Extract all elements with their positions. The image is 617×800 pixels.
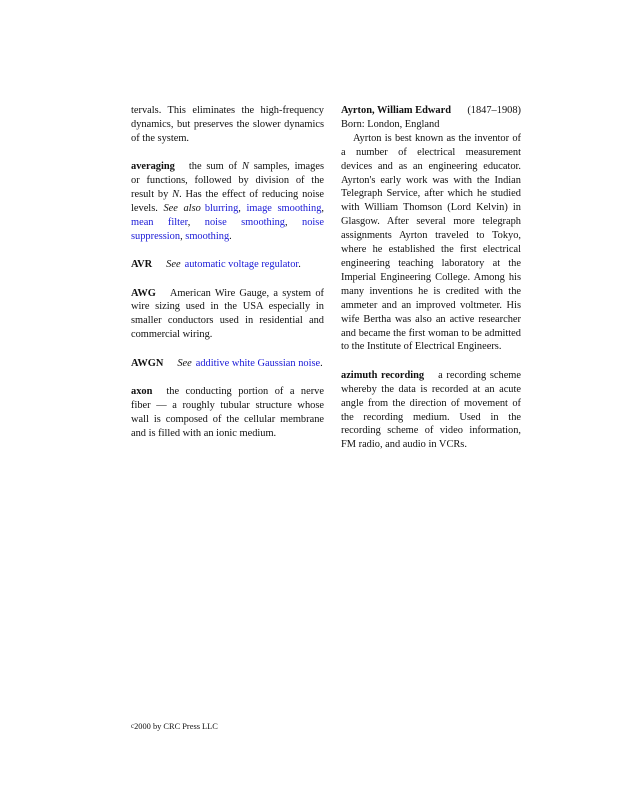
- link-blurring[interactable]: blurring: [204, 202, 239, 214]
- axon-definition: the conducting portion of a nerve fiber — a roughly tubular structure whose wall is composed of the cellular membrane and is filled with an ionic medium.: [131, 386, 324, 439]
- link-noise-smoothing[interactable]: noise smoothing: [204, 216, 285, 228]
- azimuth-definition: a recording scheme whereby the data is recorded at an acute angle from the direction of movement of the recording medium. Used in the recording scheme of video information, FM radio, and audio in VCRs.: [341, 369, 522, 451]
- see-also-label: See also: [163, 202, 201, 214]
- left-column: [131, 104, 324, 455]
- ayrton-name: Ayrton, William Edward: [341, 105, 451, 116]
- ayrton-header: [341, 104, 521, 118]
- awg-definition: American Wire Gauge, a system of wire sizing used in the USA especially in smaller conductors used in residential and commercial wiring.: [131, 287, 324, 341]
- copyright-footer: [131, 722, 218, 731]
- entry-averaging: averaging the sum of N samples, images or functions, followed by division of the result by N. Has the effect of reducing noise levels. See also blurring, image smoothing, mean filter, noise smoothing, noise suppression, smoothing.: [131, 161, 325, 242]
- entry-avr: AVR See automatic voltage regulator.: [131, 259, 301, 271]
- entry-continuation: [131, 104, 324, 146]
- ayrton-years: (1847–1908): [467, 105, 521, 116]
- ayrton-born: Born: London, England: [341, 118, 440, 130]
- link-noise-suppression[interactable]: noise suppression: [131, 216, 324, 242]
- link-smoothing[interactable]: smoothing: [185, 230, 230, 242]
- copyright-text: 2000 by CRC Press LLC: [134, 722, 218, 731]
- term-avr: AVR: [131, 259, 153, 271]
- link-additive-white-gaussian-noise[interactable]: additive white Gaussian noise: [195, 357, 321, 369]
- term-awgn: AWGN: [131, 357, 164, 369]
- continuation-text: tervals. This eliminates the high-frequency dynamics, but preserves the slower dynamics of the system.: [131, 105, 324, 144]
- link-image-smoothing[interactable]: image smoothing: [246, 202, 322, 214]
- right-column: [341, 104, 521, 467]
- term-axon: axon: [131, 386, 153, 398]
- term-averaging: averaging: [131, 161, 175, 173]
- copyright-symbol: c: [131, 722, 135, 730]
- ayrton-bio: Ayrton is best known as the inventor of a number of electrical measurement devices and as an engineering educator. Ayrton's early work was with the Indian Telegraph Service, after which he studied with William Thomson (Lord Kelvin) in Glasgow. After several more telegraph assignments Ayrton traveled to Tokyo, where he established the first electrical engineering teaching laboratory at the Imperial Engineering College. Among his many inventions he is credited with the ammeter and an improved voltmeter. His wife Bertha was also an active researcher and became the first woman to be admitted to the Institute of Electrical Engineers.: [341, 132, 521, 353]
- entry-ayrton: [341, 104, 521, 354]
- entry-awgn: AWGN See additive white Gaussian noise.: [131, 357, 323, 369]
- entry-awg: [131, 287, 324, 343]
- term-awg: AWG: [131, 287, 156, 299]
- link-automatic-voltage-regulator[interactable]: automatic voltage regulator: [184, 259, 299, 271]
- link-mean-filter[interactable]: mean filter: [131, 216, 188, 228]
- term-azimuth-recording: azimuth recording: [341, 369, 425, 381]
- entry-axon: [131, 385, 324, 441]
- entry-azimuth-recording: [341, 369, 521, 452]
